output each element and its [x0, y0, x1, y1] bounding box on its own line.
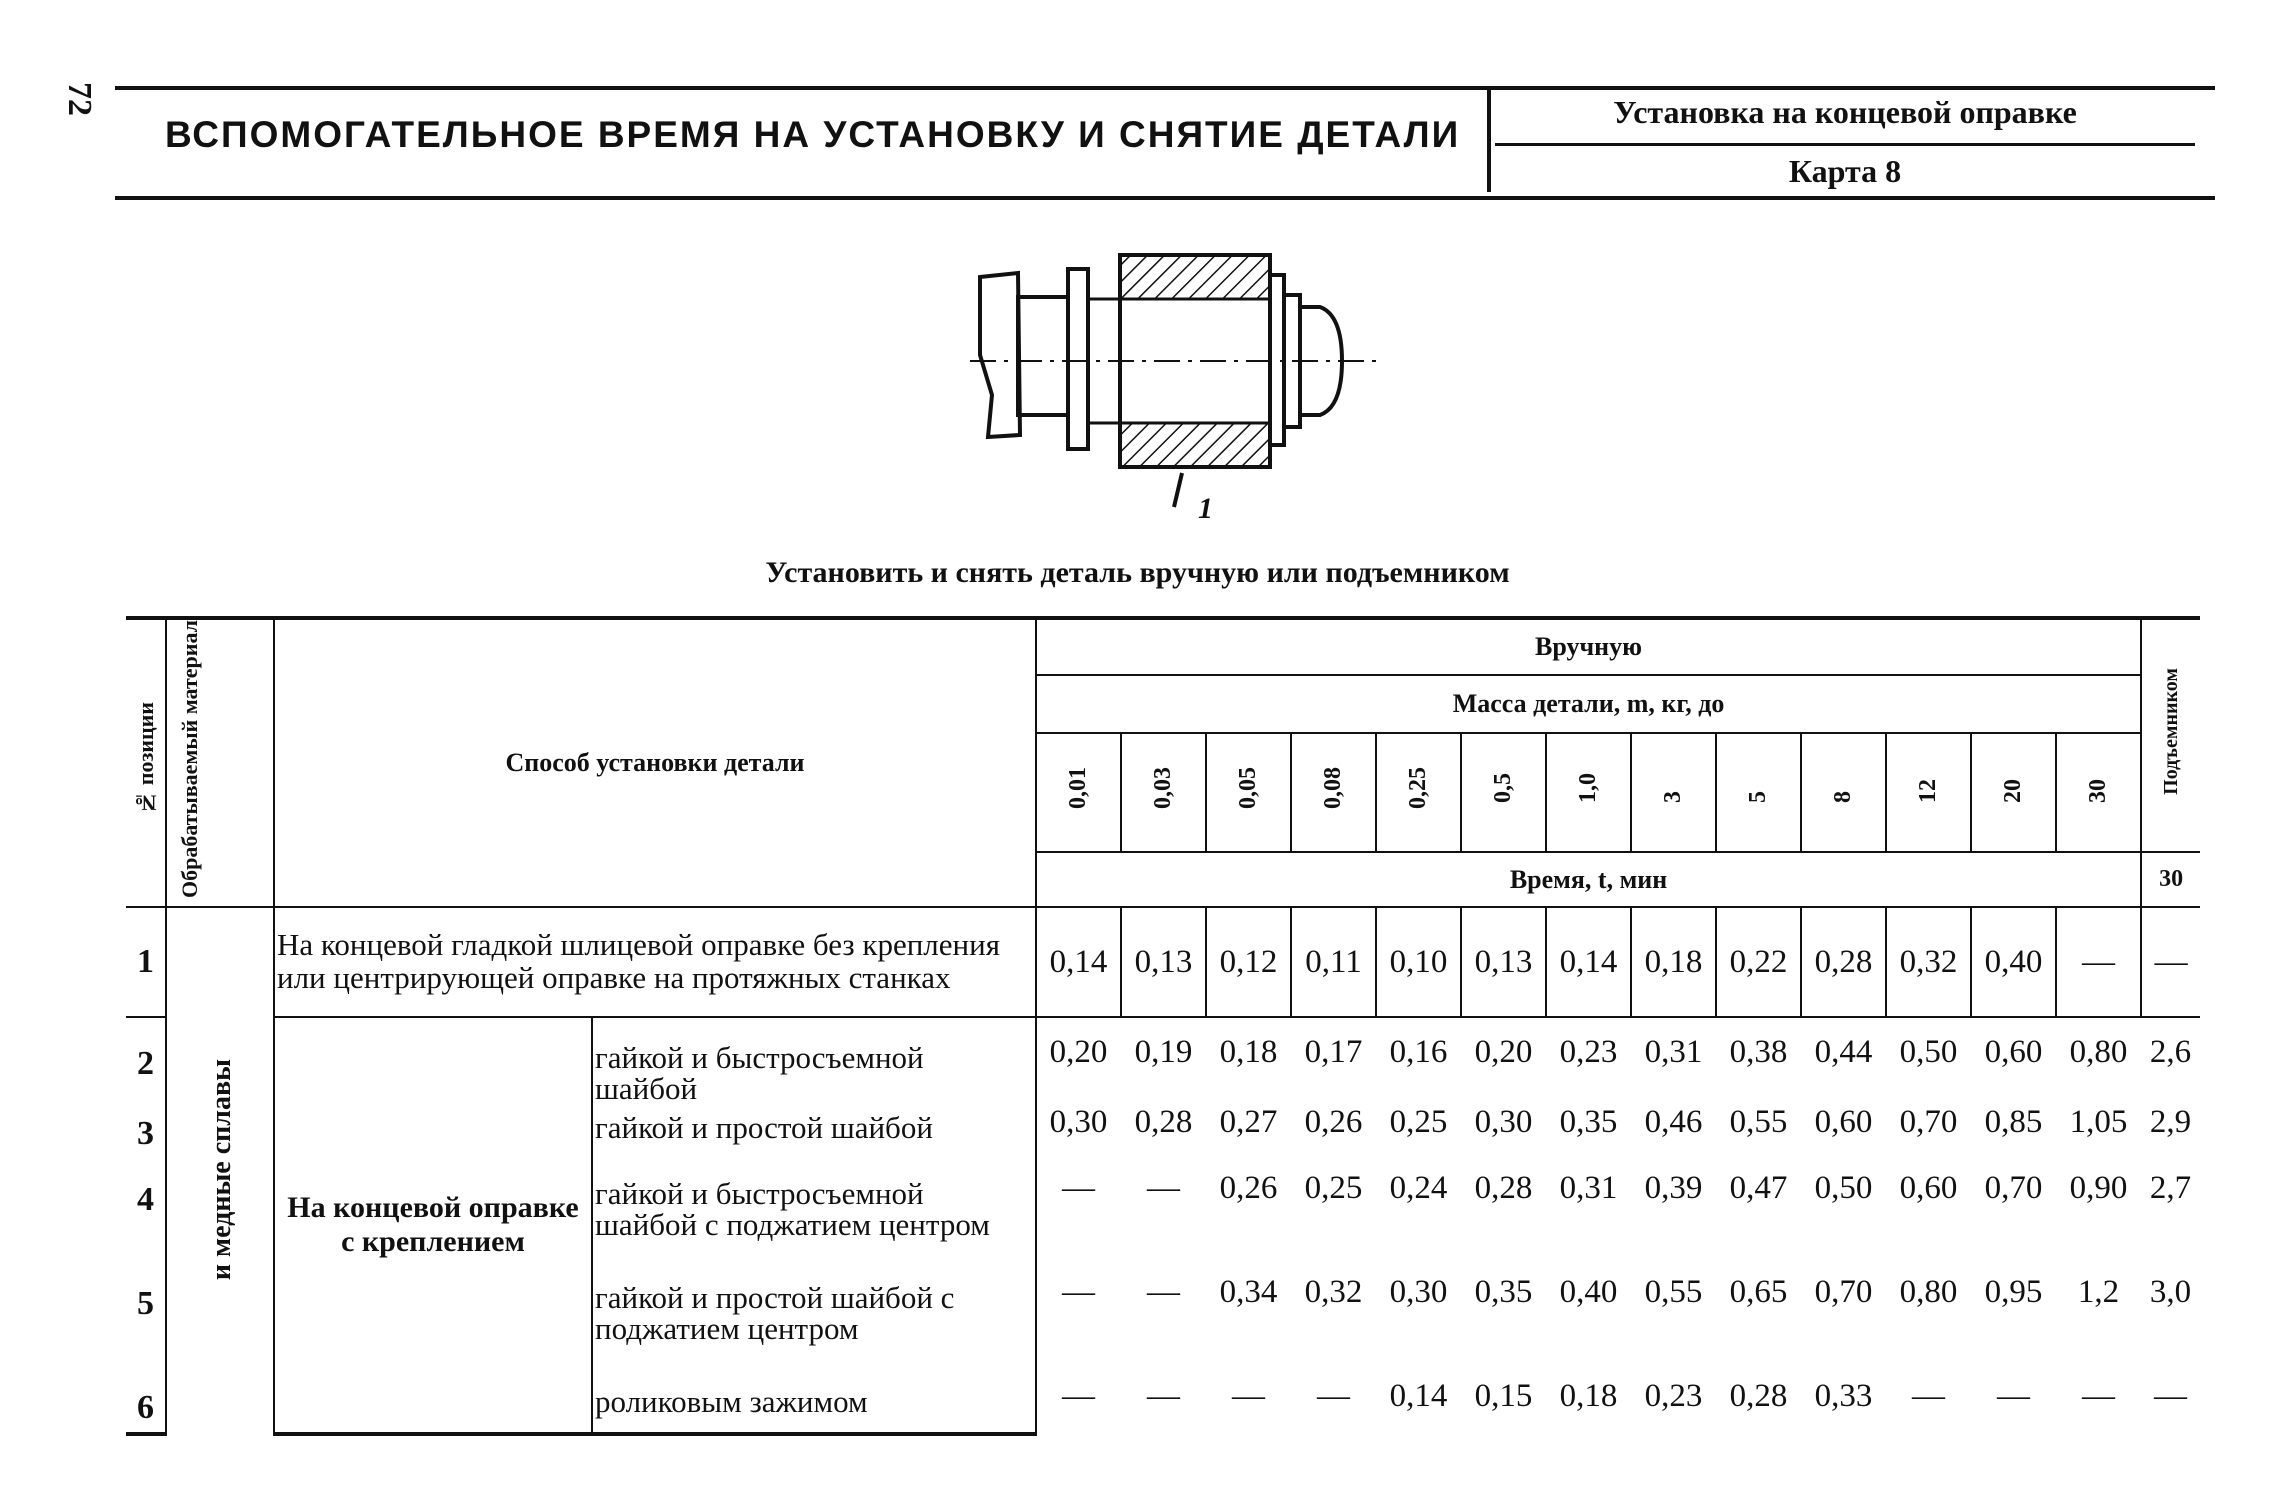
time-cell: 0,28 — [1729, 1378, 1788, 1414]
time-cell: 0,15 — [1474, 1378, 1533, 1414]
time-cell: 0,26 — [1219, 1170, 1278, 1206]
time-cell: 0,40 — [1559, 1274, 1618, 1310]
time-cell: 0,10 — [1376, 907, 1461, 1017]
method-cell: гайкой и быстросъемной шайбой — [595, 1040, 924, 1107]
time-cell: 0,85 — [1984, 1104, 2043, 1140]
group-manual-header: Вручную — [1036, 618, 2141, 675]
time-label: Время, t, мин — [1036, 852, 2141, 907]
time-cell: 0,28 — [1474, 1170, 1533, 1206]
row-number: 6 — [137, 1389, 154, 1427]
mass-col: 8 — [1801, 733, 1886, 852]
time-cell: 0,47 — [1729, 1170, 1788, 1206]
time-cell: 0,16 — [1389, 1034, 1448, 1070]
mass-col-hoist: 30 — [2141, 852, 2200, 907]
time-cell: 0,55 — [1729, 1104, 1788, 1140]
time-cell: 0,46 — [1644, 1104, 1703, 1140]
time-cell: 0,30 — [1474, 1104, 1533, 1140]
method-subcells — [592, 1017, 1036, 1434]
col-position-header: № позиции — [126, 618, 166, 907]
time-cell: 0,12 — [1206, 907, 1291, 1017]
row-number: 2 — [137, 1045, 154, 1083]
time-cell: — — [1317, 1378, 1350, 1414]
time-cell: 0,32 — [1886, 907, 1971, 1017]
time-cell: 0,14 — [1389, 1378, 1448, 1414]
mass-col: 20 — [1971, 733, 2056, 852]
method-cell: гайкой и простой шайбой с поджатием центром — [595, 1280, 955, 1347]
time-cell: 1,2 — [2077, 1274, 2120, 1310]
group-hoist-header: Подъемником — [2141, 618, 2200, 852]
time-cell: 0,31 — [1644, 1034, 1703, 1070]
time-cell: — — [2141, 907, 2200, 1017]
time-cell: — — [2154, 1378, 2187, 1414]
mandrel-drawing — [970, 245, 1390, 520]
time-cell: 0,95 — [1984, 1274, 2043, 1310]
time-cell: 0,18 — [1219, 1034, 1278, 1070]
time-cell: 2,9 — [2149, 1104, 2192, 1140]
time-cell: 0,80 — [1899, 1274, 1958, 1310]
page-title: ВСПОМОГАТЕЛЬНОЕ ВРЕМЯ НА УСТАНОВКУ И СНЯТИЕ ДЕТАЛИ — [165, 114, 1461, 155]
header-divider — [1487, 88, 1491, 192]
time-cell: 0,20 — [1049, 1034, 1108, 1070]
mass-col: 0,01 — [1036, 733, 1121, 852]
time-cell: — — [1062, 1170, 1095, 1206]
time-cell: — — [1147, 1170, 1180, 1206]
time-cell: 1,05 — [2069, 1104, 2128, 1140]
time-cell: 0,14 — [1036, 907, 1121, 1017]
row-number: 5 — [137, 1285, 154, 1323]
mass-col: 0,05 — [1206, 733, 1291, 852]
figure-label: 1 — [1198, 492, 1213, 525]
time-cell: 0,90 — [2069, 1170, 2128, 1206]
page-number: 72 — [61, 82, 98, 116]
time-cell: 0,27 — [1219, 1104, 1278, 1140]
time-cell: 0,19 — [1134, 1034, 1193, 1070]
time-cell: 0,25 — [1389, 1104, 1448, 1140]
time-cell: 0,24 — [1389, 1170, 1448, 1206]
time-cell: 0,60 — [1899, 1170, 1958, 1206]
time-cell: 0,50 — [1814, 1170, 1873, 1206]
time-cell: — — [1062, 1274, 1095, 1310]
section-subtitle: Установка на концевой оправке — [1613, 94, 2077, 130]
time-cell: 3,0 — [2149, 1274, 2192, 1310]
card-number: Карта 8 — [1788, 153, 1902, 189]
group-mass-header: Масса детали, m, кг, до — [1036, 675, 2141, 732]
time-cell: 0,39 — [1644, 1170, 1703, 1206]
time-cell: 0,70 — [1814, 1274, 1873, 1310]
time-cell: — — [1232, 1378, 1265, 1414]
method-cell: роликовым зажимом — [595, 1384, 868, 1420]
time-cell: — — [2082, 1378, 2115, 1414]
time-cell: — — [1062, 1378, 1095, 1414]
time-cell: — — [2056, 907, 2141, 1017]
time-cell: 0,35 — [1559, 1104, 1618, 1140]
row-numbers — [126, 1017, 166, 1434]
time-cell: 0,33 — [1814, 1378, 1873, 1414]
time-cell: 0,60 — [1984, 1034, 2043, 1070]
mass-col: 5 — [1716, 733, 1801, 852]
time-cell: 0,18 — [1559, 1378, 1618, 1414]
time-cell: 0,35 — [1474, 1274, 1533, 1310]
mass-col: 1,0 — [1546, 733, 1631, 852]
row-number: 3 — [137, 1115, 154, 1153]
time-cell: 0,55 — [1644, 1274, 1703, 1310]
col-material-header: Обрабатываемый материал — [166, 618, 274, 907]
time-cell: 0,70 — [1984, 1170, 2043, 1206]
time-cell: 0,20 — [1474, 1034, 1533, 1070]
time-cell: 2,6 — [2149, 1034, 2192, 1070]
method-group-cell: На концевой оправке с креплением — [274, 1017, 592, 1434]
time-cell: 0,23 — [1644, 1378, 1703, 1414]
time-grid-rows-2-6 — [1036, 1032, 2200, 1414]
material-label: и медные сплавы — [206, 1059, 238, 1281]
time-cell: 0,30 — [1389, 1274, 1448, 1310]
time-cell: 0,34 — [1219, 1274, 1278, 1310]
time-cell: 0,28 — [1134, 1104, 1193, 1140]
time-cell: — — [1997, 1378, 2030, 1414]
method-cell: На концевой гладкой шлицевой оправке без крепления или центрирующей оправке на протяжных станках — [274, 907, 1036, 1017]
time-cell: 0,26 — [1304, 1104, 1363, 1140]
time-cell: 0,60 — [1814, 1104, 1873, 1140]
time-cell: 0,44 — [1814, 1034, 1873, 1070]
time-cell: 0,80 — [2069, 1034, 2128, 1070]
time-cell: 0,32 — [1304, 1274, 1363, 1310]
method-cell: гайкой и быстросъемной шайбой с поджатием центром — [595, 1176, 990, 1243]
row-number: 4 — [137, 1181, 154, 1219]
time-cell: 0,25 — [1304, 1170, 1363, 1206]
table-caption: Установить и снять деталь вручную или подъемником — [765, 556, 1510, 589]
time-cell: 0,23 — [1559, 1034, 1618, 1070]
row-number: 1 — [126, 907, 166, 1017]
time-cell: — — [1912, 1378, 1945, 1414]
header-top-rule — [115, 86, 2215, 90]
time-cell: 2,7 — [2149, 1170, 2192, 1206]
header-sub-rule — [1495, 143, 2195, 146]
mass-col: 0,25 — [1376, 733, 1461, 852]
time-cell: 0,11 — [1291, 907, 1376, 1017]
time-cell: 0,14 — [1546, 907, 1631, 1017]
time-cell: 0,17 — [1304, 1034, 1363, 1070]
mass-col: 30 — [2056, 733, 2141, 852]
time-cell: 0,70 — [1899, 1104, 1958, 1140]
time-cell: 0,30 — [1049, 1104, 1108, 1140]
header-bottom-rule — [115, 196, 2215, 200]
mass-col: 0,03 — [1121, 733, 1206, 852]
col-method-header: Способ установки детали — [274, 618, 1036, 907]
time-cell: 0,22 — [1716, 907, 1801, 1017]
time-cell: — — [1147, 1378, 1180, 1414]
time-cell: 0,38 — [1729, 1034, 1788, 1070]
time-cell: 0,28 — [1801, 907, 1886, 1017]
mass-col: 12 — [1886, 733, 1971, 852]
mass-col: 3 — [1631, 733, 1716, 852]
time-cell: 0,31 — [1559, 1170, 1618, 1206]
mass-col: 0,08 — [1291, 733, 1376, 852]
time-cell: 0,50 — [1899, 1034, 1958, 1070]
time-cell: 0,13 — [1461, 907, 1546, 1017]
time-cell: — — [1147, 1274, 1180, 1310]
time-cell: 0,65 — [1729, 1274, 1788, 1310]
time-cell: 0,13 — [1121, 907, 1206, 1017]
method-cell: гайкой и простой шайбой — [595, 1110, 933, 1146]
time-cell: 0,18 — [1631, 907, 1716, 1017]
mass-col: 0,5 — [1461, 733, 1546, 852]
time-cell: 0,40 — [1971, 907, 2056, 1017]
